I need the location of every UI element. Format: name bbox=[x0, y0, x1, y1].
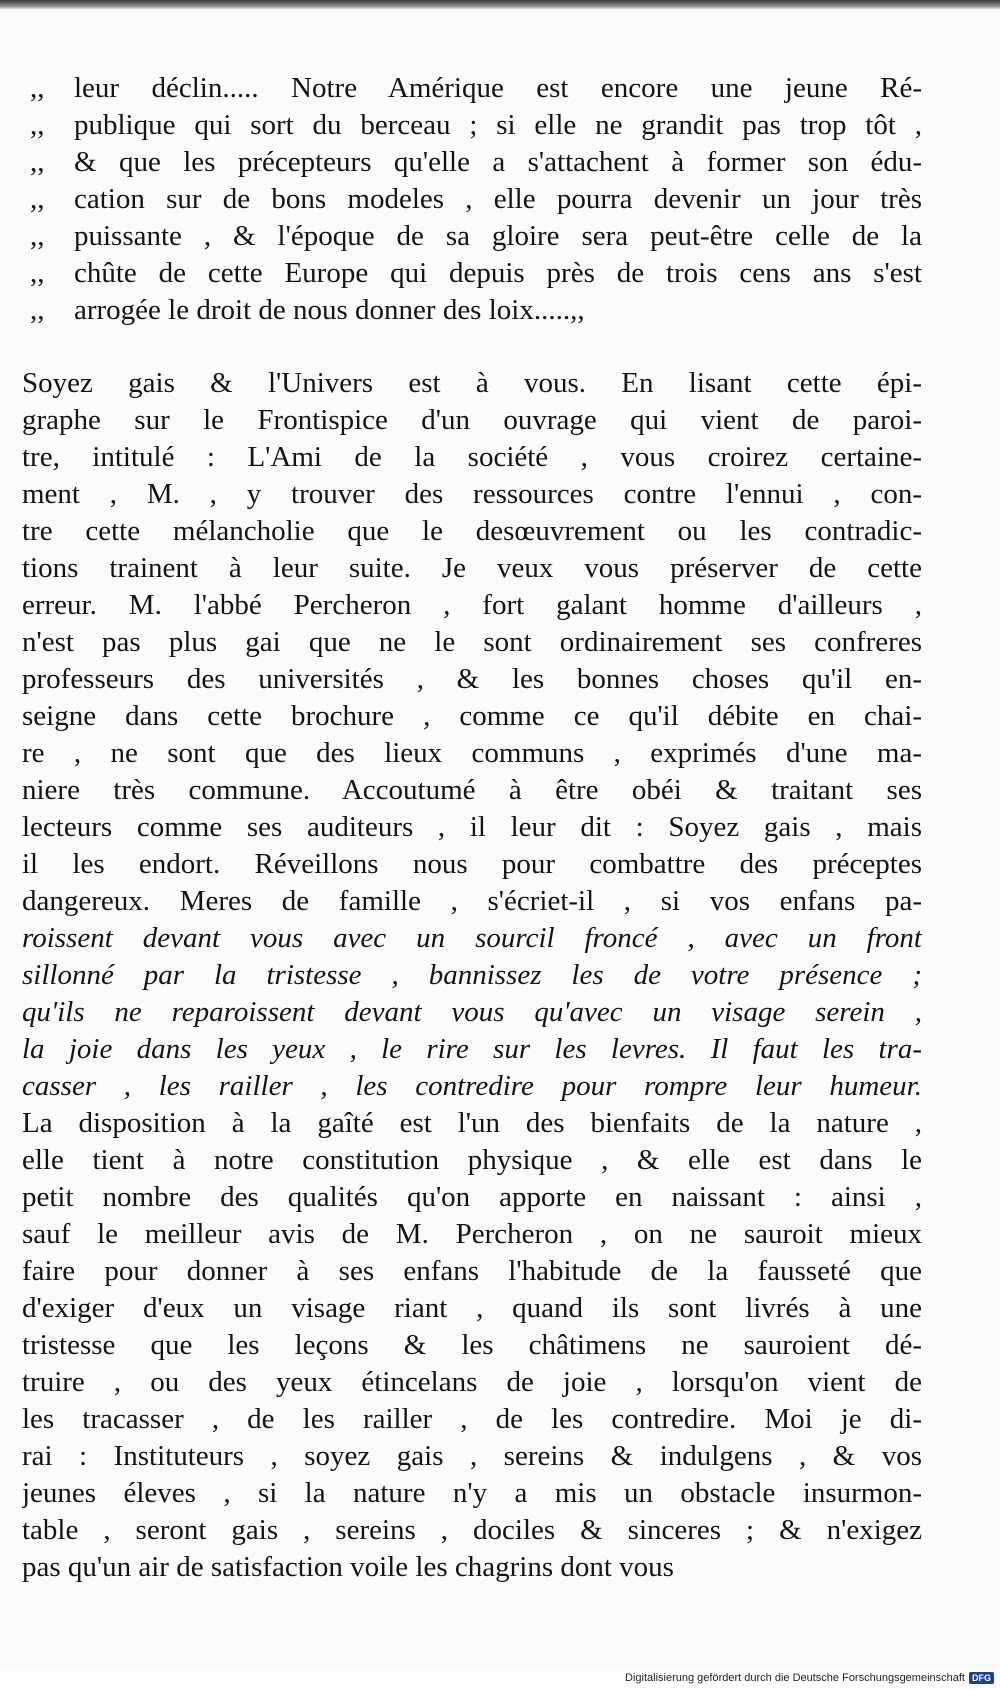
body-line: erreur. M. l'abbé Percheron , fort galant homme d'ailleurs , bbox=[22, 589, 922, 621]
quote-mark: ,, bbox=[30, 146, 45, 178]
body-line: table , seront gais , sereins , dociles & sinceres ; & n'exigez bbox=[22, 1514, 922, 1546]
body-line: les tracasser , de les railler , de les contredire. Moi je di- bbox=[22, 1403, 922, 1435]
body-line: lecteurs comme ses auditeurs , il leur dit : Soyez gais , mais bbox=[22, 811, 922, 843]
quote-line: ,, arrogée le droit de nous donner des loix.....,, bbox=[22, 292, 922, 329]
body-line: elle tient à notre constitution physique , & elle est dans le bbox=[22, 1144, 922, 1176]
quote-line: ,, leur déclin..... Notre Amérique est encore une jeune Ré- bbox=[22, 70, 922, 107]
body-line: seigne dans cette brochure , comme ce qu'il débite en chai- bbox=[22, 700, 922, 732]
quote-mark: ,, bbox=[30, 220, 45, 252]
body-line: ment , M. , y trouver des ressources contre l'ennui , con- bbox=[22, 478, 922, 510]
body-line: jeunes éleves , si la nature n'y a mis un obstacle insurmon- bbox=[22, 1477, 922, 1509]
quote-line: ,, puissante , & l'époque de sa gloire sera peut-être celle de la bbox=[22, 218, 922, 255]
body-line: casser , les railler , les contredire pour rompre leur humeur. bbox=[22, 1070, 922, 1102]
body-line: professeurs des universités , & les bonnes choses qu'il en- bbox=[22, 663, 922, 695]
body-line: tre, intitulé : L'Ami de la société , vous croirez certaine- bbox=[22, 441, 922, 473]
body-line: faire pour donner à ses enfans l'habitude de la fausseté que bbox=[22, 1255, 922, 1287]
quote-line: ,, chûte de cette Europe qui depuis près de trois cens ans s'est bbox=[22, 255, 922, 292]
book-page bbox=[0, 10, 1000, 1670]
quote-mark: ,, bbox=[30, 183, 45, 215]
footer-text: Digitalisierung gefördert durch die Deutsche Forschungsgemeinschaft bbox=[625, 1672, 965, 1684]
body-line: sillonné par la tristesse , bannissez les de votre présence ; bbox=[22, 959, 922, 991]
body-line: rai : Instituteurs , soyez gais , sereins & indulgens , & vos bbox=[22, 1440, 922, 1472]
quote-mark: ,, bbox=[30, 72, 45, 104]
dfg-logo-icon: DFG bbox=[969, 1672, 994, 1684]
body-line: tre cette mélancholie que le desœuvrement ou les contradic- bbox=[22, 515, 922, 547]
body-line: La disposition à la gaîté est l'un des bienfaits de la nature , bbox=[22, 1107, 922, 1139]
body-line: sauf le meilleur avis de M. Percheron , on ne sauroit mieux bbox=[22, 1218, 922, 1250]
body-line: d'exiger d'eux un visage riant , quand ils sont livrés à une bbox=[22, 1292, 922, 1324]
digitization-credit bbox=[625, 1672, 994, 1684]
body-line: pas qu'un air de satisfaction voile les chagrins dont vous bbox=[22, 1551, 674, 1583]
body-line: truire , ou des yeux étincelans de joie , lorsqu'on vient de bbox=[22, 1366, 922, 1398]
body-line: dangereux. Meres de famille , s'écriet-il , si vos enfans pa- bbox=[22, 885, 922, 917]
page-text bbox=[22, 70, 922, 1586]
body-line: re , ne sont que des lieux communs , exprimés d'une ma- bbox=[22, 737, 922, 769]
body-line: niere très commune. Accoutumé à être obéi & traitant ses bbox=[22, 774, 922, 806]
body-paragraph bbox=[22, 365, 922, 1586]
quote-line: ,, publique qui sort du berceau ; si elle ne grandit pas trop tôt , bbox=[22, 107, 922, 144]
scan-top-edge bbox=[0, 0, 1000, 10]
quote-mark: ,, bbox=[30, 109, 45, 141]
quote-mark: ,, bbox=[30, 257, 45, 289]
body-line: roissent devant vous avec un sourcil froncé , avec un front bbox=[22, 922, 922, 954]
body-line: tions trainent à leur suite. Je veux vous préserver de cette bbox=[22, 552, 922, 584]
body-line: tristesse que les leçons & les châtimens ne sauroient dé- bbox=[22, 1329, 922, 1361]
quotation-block bbox=[22, 70, 922, 329]
body-line: la joie dans les yeux , le rire sur les levres. Il faut les tra- bbox=[22, 1033, 922, 1065]
quote-line: ,, & que les précepteurs qu'elle a s'attachent à former son édu- bbox=[22, 144, 922, 181]
body-line: qu'ils ne reparoissent devant vous qu'avec un visage serein , bbox=[22, 996, 922, 1028]
body-line: graphe sur le Frontispice d'un ouvrage qui vient de paroi- bbox=[22, 404, 922, 436]
body-line: Soyez gais & l'Univers est à vous. En lisant cette épi- bbox=[22, 367, 922, 399]
body-line: n'est pas plus gai que ne le sont ordinairement ses confreres bbox=[22, 626, 922, 658]
body-line: il les endort. Réveillons nous pour combattre des préceptes bbox=[22, 848, 922, 880]
quote-line: ,, cation sur de bons modeles , elle pourra devenir un jour très bbox=[22, 181, 922, 218]
body-line: petit nombre des qualités qu'on apporte en naissant : ainsi , bbox=[22, 1181, 922, 1213]
quote-mark: ,, bbox=[30, 294, 45, 326]
paragraph-gap bbox=[22, 329, 922, 365]
